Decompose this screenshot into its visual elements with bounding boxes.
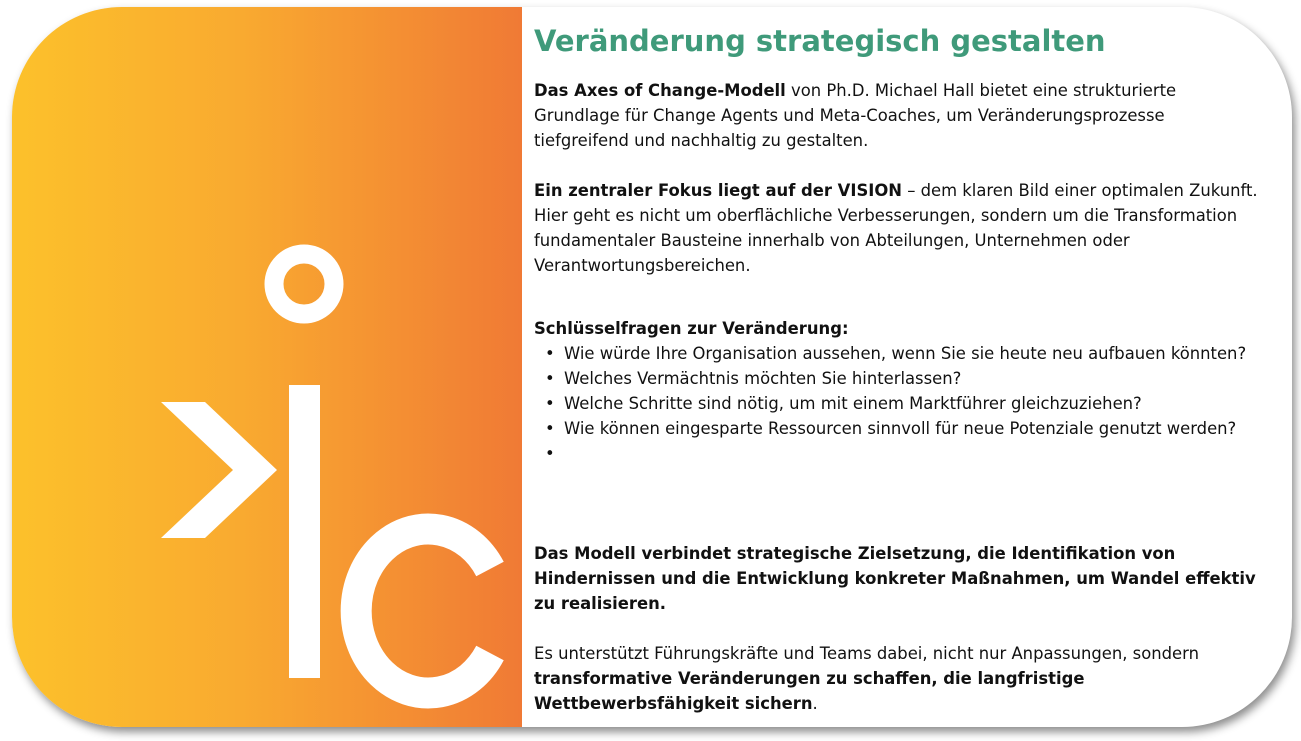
list-item-empty [534,441,1254,466]
list-item: • Wie können eingesparte Ressourcen sinnvoll für neue Potenziale genutzt werden? [534,416,1254,441]
questions-heading: Schlüsselfragen zur Veränderung: [534,319,849,338]
vision-bold-text: Ein zentraler Fokus liegt auf der VISION [534,181,903,200]
list-item: • Welches Vermächtnis möchten Sie hinterlassen? [534,366,1254,391]
model-bold-text: Das Modell verbindet strategische Zielsetzung, die Identifikation von Hindernissen und die Entwicklung konkreter Maßnahmen, um Wandel effektiv zu realisieren. [534,544,1256,613]
intro-bold-text: Das Axes of Change-Modell [534,81,786,100]
text-content [534,7,1274,727]
page-title: Veränderung strategisch gestalten [534,24,1106,58]
model-paragraph [534,541,1264,616]
intro-paragraph [534,78,1264,153]
closing-text: Es unterstützt Führungskräfte und Teams dabei, nicht nur Anpassungen, sondern [534,644,1199,663]
questions-list [534,341,1254,466]
closing-paragraph [534,641,1264,716]
intro-text: von Ph.D. Michael Hall bietet eine strukturierte Grundlage für Change Agents und Meta-Coaches, um Veränderungsprozesse tiefgreifend und nachhaltig zu gestalten. [534,81,1177,150]
logo-c-shape [356,529,490,693]
logo-bar-shape [289,385,320,678]
content-card [12,7,1292,727]
logo-chevron-shape [161,402,277,538]
logo-circle-shape [274,254,334,314]
list-item: • Wie würde Ihre Organisation aussehen, wenn Sie sie heute neu aufbauen könnten? [534,341,1254,366]
vision-paragraph [534,178,1264,278]
axes-of-change-logo-icon [12,7,522,727]
list-item: • Welche Schritte sind nötig, um mit einem Marktführer gleichzuziehen? [534,391,1254,416]
logo-panel [12,7,522,727]
closing-end-text: . [812,694,818,713]
vision-text: – dem klaren Bild einer optimalen Zukunft. Hier geht es nicht um oberflächliche Verbesserungen, sondern um die Transformation fundamentaler Bausteine innerhalb von Abteilungen, Unternehmen oder Verantwortungsbereichen. [534,181,1258,275]
closing-bold-text: transformative Veränderungen zu schaffen, die langfristige Wettbewerbsfähigkeit sichern [534,669,1085,713]
